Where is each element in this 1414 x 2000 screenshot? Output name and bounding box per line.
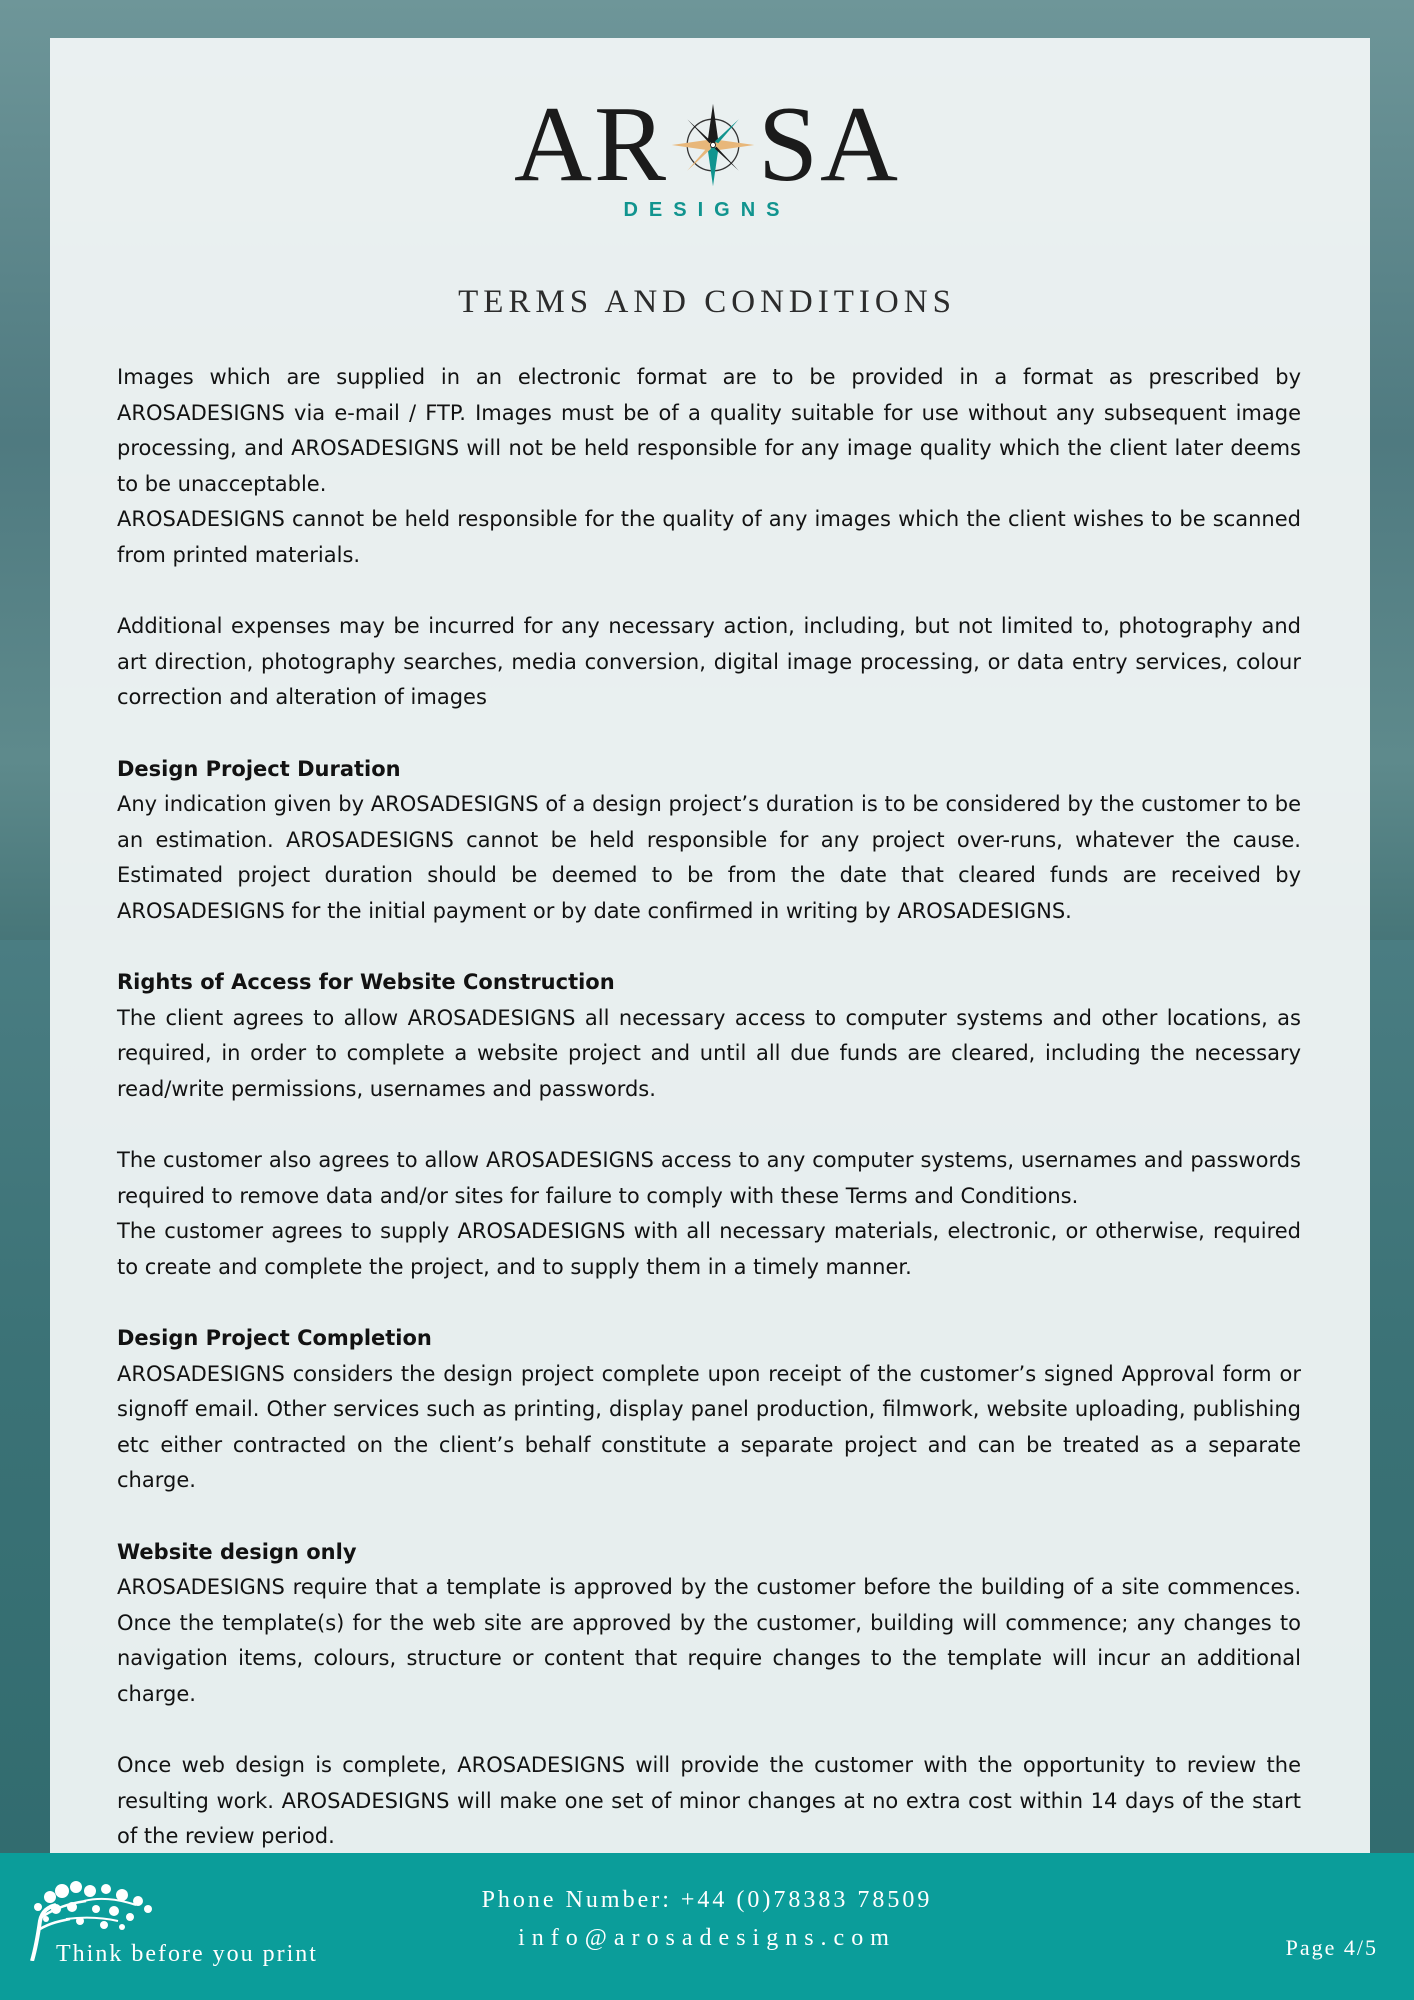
logo-wordmark (513, 85, 901, 204)
phone-number: Phone Number: +44 (0)78383 78509 (481, 1887, 933, 1913)
compass-star-icon (670, 102, 756, 188)
terms-content (117, 360, 1301, 1855)
section-heading-completion: Design Project Completion (117, 1326, 432, 1351)
section-heading-access: Rights of Access for Website Construction (117, 970, 615, 995)
paragraph: The customer also agrees to allow AROSADESIGNS access to any computer systems, usernames and passwords required to remove data and/or sites for failure to comply with these Terms and Conditions. (117, 1148, 1301, 1208)
paragraph: AROSADESIGNS require that a template is approved by the customer before the building of a site commences. Once the template(s) for the web site are approved by the customer, building will commence; any changes to navigation items, colours, structure or content that require changes to the template will incur an additional charge. (117, 1575, 1301, 1706)
email-address[interactable]: info@arosadesigns.com (518, 1925, 896, 1951)
paragraph: The customer agrees to supply AROSADESIGNS with all necessary materials, electronic, or otherwise, required to create and complete the project, and to supply them in a timely manner. (117, 1219, 1301, 1279)
logo (0, 85, 1414, 235)
logo-text-right: SA (757, 85, 901, 204)
paragraph: AROSADESIGNS cannot be held responsible for the quality of any images which the client wishes to be scanned from printed materials. (117, 507, 1301, 567)
paragraph: Additional expenses may be incurred for any necessary action, including, but not limited to, photography and art direction, photography searches, media conversion, digital image processing, or data entry services, colour correction and alteration of images (117, 614, 1301, 710)
paragraph: Any indication given by AROSADESIGNS of a design project’s duration is to be considered by the customer to be an estimation. AROSADESIGNS cannot be held responsible for any project over-runs, whatever the cause. Estimated project duration should be deemed to be from the date that cleared funds are received by AROSADESIGNS for the initial payment or by date confirmed in writing by AROSADESIGNS. (117, 792, 1301, 923)
section-heading-duration: Design Project Duration (117, 756, 401, 781)
section-heading-website-design: Website design only (117, 1539, 357, 1564)
paragraph: The client agrees to allow AROSADESIGNS all necessary access to computer systems and other locations, as required, in order to complete a website project and until all due funds are cleared, including the necessary read/write permissions, usernames and passwords. (117, 1005, 1301, 1101)
think-before-print-text: Think before you print (56, 1941, 318, 1967)
paragraph: Images which are supplied in an electronic format are to be provided in a format as prescribed by AROSADESIGNS via e-mail / FTP. Images must be of a quality suitable for use without any subsequent image processing, and AROSADESIGNS will not be held responsible for any image quality which the client later deems to be unacceptable. (117, 365, 1301, 496)
footer (0, 1853, 1414, 2000)
logo-text-left: AR (513, 85, 668, 204)
page-title: TERMS AND CONDITIONS (458, 284, 956, 320)
logo-subtitle: DESIGNS (623, 199, 791, 221)
contact-info (0, 1881, 1414, 1957)
page-number: Page 4/5 (1285, 1935, 1378, 1960)
paragraph: Once web design is complete, AROSADESIGNS will provide the customer with the opportunity to review the resulting work. AROSADESIGNS will make one set of minor changes at no extra cost within 14 days of the start of the review period. (117, 1753, 1301, 1849)
paragraph: AROSADESIGNS considers the design project complete upon receipt of the customer’s signed Approval form or signoff email. Other services such as printing, display panel production, filmwork, website uploading, publishing etc either contracted on the client’s behalf constitute a separate project and can be treated as a separate charge. (117, 1361, 1301, 1493)
